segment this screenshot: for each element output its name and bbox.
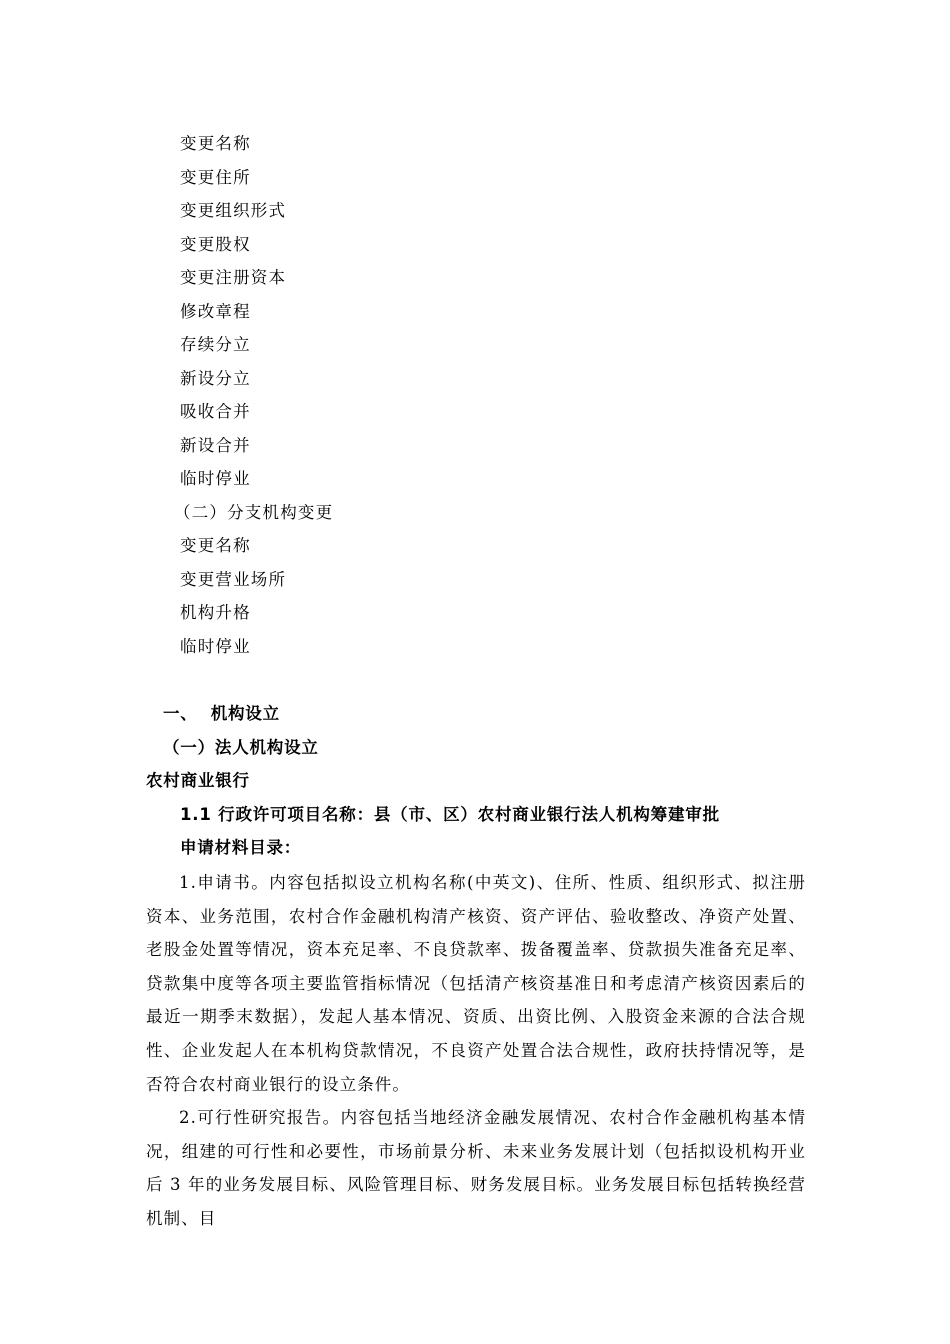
toc-item: 变更组织形式 [180,201,287,220]
toc-item: 新设合并 [180,436,251,455]
toc-subheading: （二）分支机构变更 [174,503,334,522]
toc-item: 变更股权 [180,235,251,254]
toc-item: 临时停业 [180,469,251,488]
toc-item: 变更住所 [180,168,251,187]
toc-item: 机构升格 [180,603,251,622]
toc-item: 变更名称 [180,134,251,153]
category-heading: 农村商业银行 [146,771,250,790]
toc-item: 新设分立 [180,369,251,388]
toc-item: 变更营业场所 [180,570,287,589]
item-title: 1.1 行政许可项目名称：县（市、区）农村商业银行法人机构筹建审批 [180,805,720,824]
section-heading: 一、 机构设立 [163,704,280,723]
toc-item: 变更注册资本 [180,268,287,287]
materials-label: 申请材料目录： [180,838,302,857]
paragraph [146,1101,806,1235]
toc-item: 变更名称 [180,536,251,555]
paragraph-text: 2.可行性研究报告。内容包括当地经济金融发展情况、农村合作金融机构基本情况，组建的可行性和必要性，市场前景分析、未来业务发展计划（包括拟设机构开业后 3 年的业务发展目标、风险管理目标、财务发展目标。业务发展目标包括转换经营机制、目 [146,1108,806,1228]
section-subheading: （一）法人机构设立 [163,738,319,757]
toc-item: 吸收合并 [180,402,251,421]
toc-item: 修改章程 [180,302,251,321]
toc-item: 临时停业 [180,637,251,656]
toc-item: 存续分立 [180,335,251,354]
paragraph [146,866,806,1101]
paragraph-text: 1.申请书。内容包括拟设立机构名称(中英文)、住所、性质、组织形式、拟注册资本、业务范围，农村合作金融机构清产核资、资产评估、验收整改、净资产处置、老股金处置等情况，资本充足率、不良贷款率、拨备覆盖率、贷款损失准备充足率、贷款集中度等各项主要监管指标情况（包括清产核资基准日和考虑清产核资因素后的最近一期季末数据），发起人基本情况、资质、出资比例、入股资金来源的合法合规性、企业发起人在本机构贷款情况，不良资产处置合法合规性，政府扶持情况等，是否符合农村商业银行的设立条件。 [146,873,806,1094]
